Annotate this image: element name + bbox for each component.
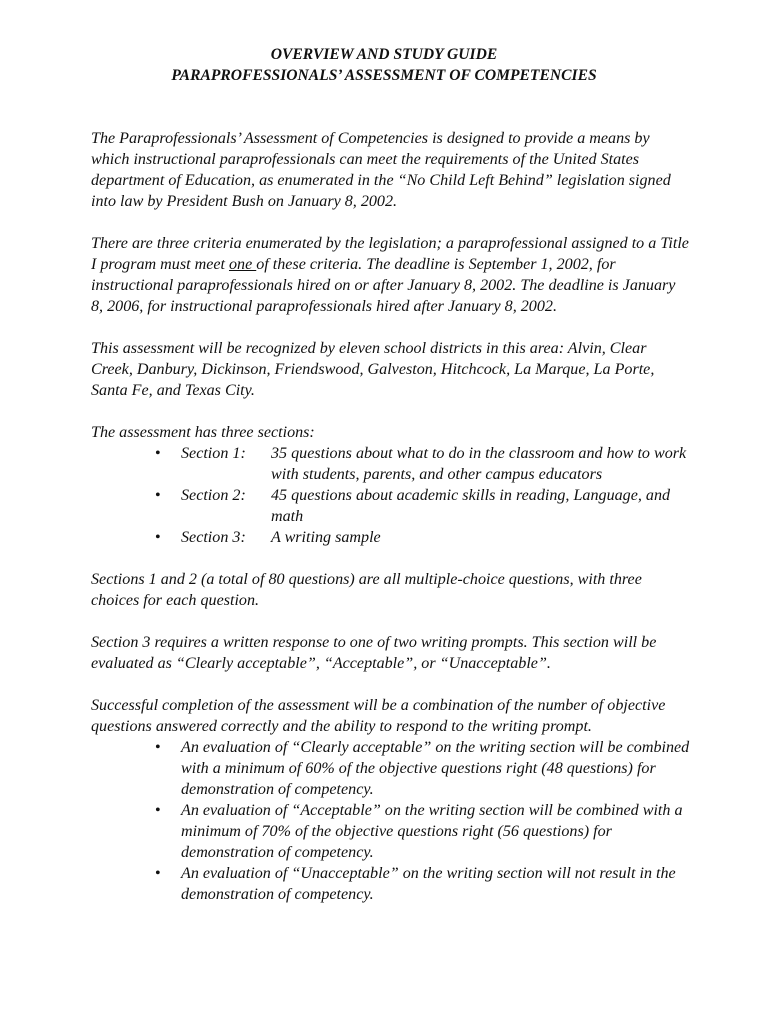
section-description: A writing sample [271,529,381,546]
evaluation-text: An evaluation of “Unacceptable” on the writing section will not result in the demonstration of competency. [181,865,676,903]
list-item [91,737,691,800]
list-item [91,485,691,527]
list-item [91,527,691,548]
sections-intro: The assessment has three sections: [91,424,315,441]
document-title-line2: PARAPROFESSIONALS’ ASSESSMENT OF COMPETENCIES [171,67,597,84]
districts-paragraph: This assessment will be recognized by eleven school districts in this area: Alvin, Clear Creek, Danbury, Dickinson, Friendswood, Galveston, Hitchcock, La Marque, La Porte, Santa Fe, and Texas City. [91,340,655,399]
criteria-text-part1: There are three criteria enumerated by the legislation; a paraprofessional assigned to a Title I program must meet [91,235,689,273]
section3-paragraph: Section 3 requires a written response to one of two writing prompts. This section will be evaluated as “Clearly acceptable”, “Acceptable”, or “Unacceptable”. [91,634,657,672]
document-title-line1: OVERVIEW AND STUDY GUIDE [270,46,498,63]
section-label: Section 2: [181,487,246,504]
bullet-icon: • [155,529,161,546]
multiple-choice-paragraph: Sections 1 and 2 (a total of 80 questions) are all multiple-choice questions, with three choices for each question. [91,571,642,609]
document-page [91,44,691,905]
list-item [91,443,691,485]
criteria-paragraph [91,233,691,317]
criteria-text-part2: of these criteria. The deadline is September 1, 2002, for instructional paraprofessionals hired on or after January 8, 2002. The deadline is January 8, 2006, for instructional paraprofessionals hired after January 8, 2002. [91,256,676,315]
evaluation-text: An evaluation of “Clearly acceptable” on the writing section will be combined with a minimum of 60% of the objective questions right (48 questions) for demonstration of competency. [181,739,690,798]
bullet-icon: • [155,487,161,504]
criteria-underlined-one: one [228,256,257,273]
evaluation-list [91,737,691,905]
bullet-icon: • [155,445,161,462]
section-label: Section 3: [181,529,246,546]
section-description: 45 questions about academic skills in reading, Language, and math [271,487,671,525]
list-item [91,863,691,905]
bullet-icon: • [155,865,161,882]
intro-paragraph: The Paraprofessionals’ Assessment of Competencies is designed to provide a means by which instructional paraprofessionals can meet the requirements of the United States department of Education, as enumerated in the “No Child Left Behind” legislation signed into law by President Bush on January 8, 2002. [91,130,671,210]
section-label: Section 1: [181,445,246,462]
bullet-icon: • [155,739,161,756]
evaluation-text: An evaluation of “Acceptable” on the writing section will be combined with a minimum of 70% of the objective questions right (56 questions) for demonstration of competency. [181,802,683,861]
bullet-icon: • [155,802,161,819]
sections-list [91,443,691,548]
list-item [91,800,691,863]
section-description: 35 questions about what to do in the classroom and how to work with students, parents, and other campus educators [271,445,687,483]
completion-paragraph: Successful completion of the assessment will be a combination of the number of objective questions answered correctly and the ability to respond to the writing prompt. [91,697,666,735]
